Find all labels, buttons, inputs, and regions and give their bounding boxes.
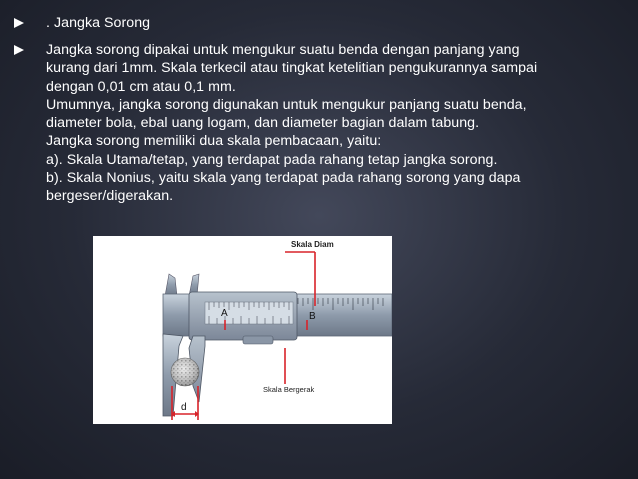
bullet-text-title: . Jangka Sorong [46,15,151,31]
label-skala-bergerak: Skala Bergerak [263,385,315,394]
paragraph-line: Umumnya, jangka sorong digunakan untuk mengukur panjang suatu benda, [46,96,527,113]
vernier-caliper-illustration [93,236,392,424]
label-b: B [309,311,316,322]
paragraph-line: a). Skala Utama/tetap, yang terdapat pada rahang tetap jangka sorong. [46,151,498,168]
vernier-caliper-figure [93,236,392,424]
thumb-screw [243,336,273,344]
bullet-item-2 [14,41,537,206]
paragraph-line: Jangka sorong dipakai untuk mengukur suatu benda dengan panjang yang [46,42,520,58]
paragraph-line: Jangka sorong memiliki dua skala pembacaan, yaitu: [46,133,382,150]
triangle-bullet-icon [14,18,24,28]
ball-shading [171,358,199,386]
label-d: d [181,402,187,413]
upper-fixed-jaw [165,274,177,296]
paragraph-line: bergeser/digerakan. [46,188,174,205]
label-skala-diam: Skala Diam [291,240,334,249]
bullet-paragraph [46,41,537,206]
bullet-item-1 [14,14,150,32]
label-a: A [221,308,228,319]
paragraph-line: kurang dari 1mm. Skala terkecil atau tingkat ketelitian pengukurannya sampai [46,60,538,77]
paragraph-line: diameter bola, ebal uang logam, dan diameter bagian dalam tabung. [46,115,480,132]
paragraph-line: b). Skala Nonius, yaitu skala yang terdapat pada rahang sorong yang dapa [46,170,521,187]
paragraph-line: dengan 0,01 cm atau 0,1 mm. [46,78,236,95]
triangle-bullet-icon [14,45,24,55]
